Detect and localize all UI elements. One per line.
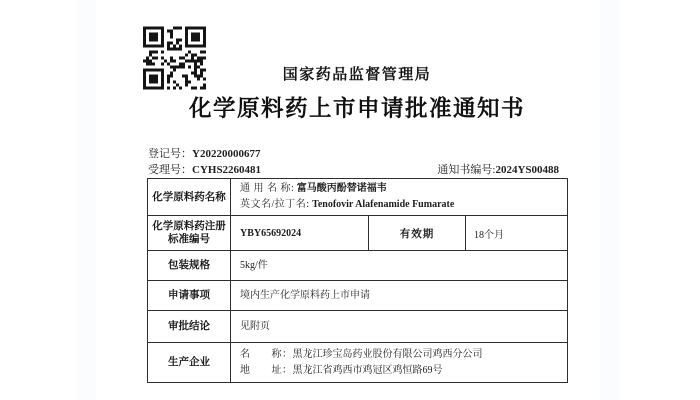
approval-conclusion-value: 见附页	[240, 320, 270, 332]
standard-number-label-line1: 化学原料药注册	[152, 221, 226, 232]
standard-number-value: YBY65692024	[231, 216, 369, 250]
table-row-drug-name	[148, 179, 567, 215]
package-spec-value: 5kg/件	[240, 259, 268, 271]
manufacturer-address-line	[240, 363, 567, 379]
registration-number: Y20220000677	[192, 148, 261, 160]
document-title: 化学原料药上市申请批准通知书	[188, 96, 525, 121]
approval-conclusion-content	[231, 311, 567, 342]
package-spec-label: 包装规格	[148, 251, 231, 280]
application-item-value: 境内生产化学原料药上市申请	[240, 289, 370, 301]
table-row-package-spec	[148, 250, 567, 280]
english-name-line	[240, 197, 567, 213]
table-row-approval-conclusion	[148, 310, 567, 342]
approval-conclusion-label: 审批结论	[148, 311, 231, 342]
application-item-content	[231, 281, 567, 310]
notice-number: 2024YS00488	[495, 164, 559, 176]
manufacturer-address-value: 黑龙江省鸡西市鸡冠区鸡恒路69号	[292, 364, 443, 376]
table-row-standard-number	[148, 215, 567, 250]
generic-name-line	[240, 181, 567, 197]
acceptance-label: 受理号：	[148, 164, 192, 176]
notice-number-line	[147, 161, 559, 177]
registration-label: 登记号：	[148, 148, 192, 160]
notice-label: 通知书编号:	[437, 164, 496, 176]
acceptance-number: CYHS2260481	[192, 164, 262, 176]
registration-number-line	[148, 145, 260, 161]
manufacturer-name-line	[240, 347, 567, 363]
generic-name-value: 富马酸丙酚替诺福韦	[296, 183, 387, 194]
table-row-manufacturer	[148, 342, 567, 382]
package-spec-content	[231, 251, 567, 280]
validity-period-value: 18个月	[474, 229, 504, 241]
drug-name-label: 化学原料药名称	[148, 179, 231, 215]
english-name-value: Tenofovir Alafenamide Fumarate	[312, 199, 455, 210]
table-row-application-item	[148, 280, 567, 310]
drug-name-content	[231, 179, 567, 215]
validity-period-label: 有效期	[369, 216, 466, 250]
manufacturer-content	[231, 343, 567, 382]
approval-details-table	[147, 178, 568, 383]
application-item-label: 申请事项	[148, 281, 231, 310]
generic-name-label: 通 用 名 称:	[240, 183, 295, 194]
scan-edge-shade-left	[78, 0, 96, 400]
manufacturer-label: 生产企业	[148, 343, 231, 382]
standard-number-label-line2: 标准编号	[168, 234, 210, 245]
manufacturer-address-label: 地 址：	[240, 364, 293, 376]
standard-number-label	[148, 216, 231, 250]
agency-name: 国家药品监督管理局	[282, 66, 432, 83]
manufacturer-name-label: 名 称：	[240, 348, 293, 360]
scan-edge-shade-right	[600, 0, 618, 400]
english-name-label: 英文名/拉丁名:	[240, 199, 310, 210]
manufacturer-name-value: 黑龙江珍宝岛药业股份有限公司鸡西分公司	[292, 348, 483, 360]
